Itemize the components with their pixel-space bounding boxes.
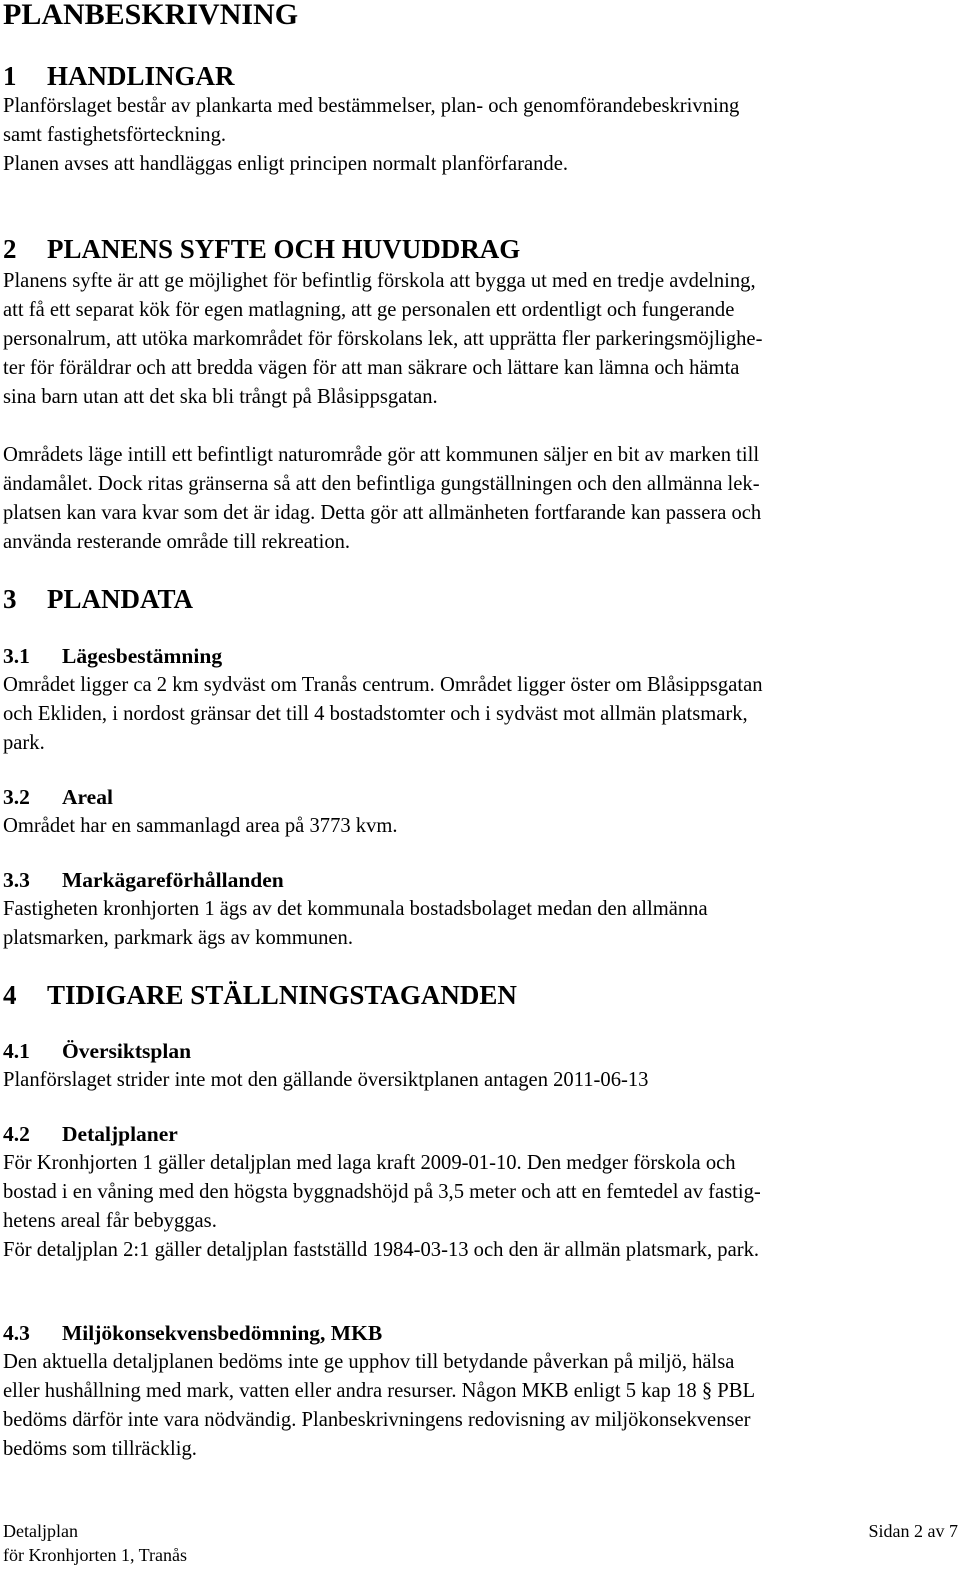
section-2-paragraph-2 [3,441,953,557]
subsection-title: Markägareförhållanden [62,868,284,892]
subsection-heading-lagesbestamning [3,643,222,669]
subsection-3-3-text [3,895,953,953]
text-line: ändamålet. Dock ritas gränserna så att den befintliga gungställningen och den allmänna lek- [3,473,760,495]
text-line: Området ligger ca 2 km sydväst om Tranås centrum. Området ligger öster om Blåsippsgatan [3,674,763,696]
text-line: Områdets läge intill ett befintligt naturområde gör att kommunen säljer en bit av marken till [3,444,760,466]
subsection-number: 3.2 [3,785,30,809]
text-line: Planens syfte är att ge möjlighet för befintlig förskola att bygga ut med en tredje avdelning, [3,270,756,292]
text-line: bostad i en våning med den högsta byggnadshöjd på 3,5 meter och att en femtedel av fastig- [3,1181,761,1203]
section-title: TIDIGARE STÄLLNINGSTAGANDEN [47,980,517,1010]
section-title: PLANENS SYFTE OCH HUVUDDRAG [47,234,521,264]
subsection-3-2-text [3,812,953,841]
section-number: 3 [3,584,17,614]
section-number: 4 [3,980,17,1010]
text-line: bedöms som tillräcklig. [3,1438,197,1460]
section-title: PLANDATA [47,584,193,614]
section-heading-handlingar [3,60,235,92]
text-line: eller hushållning med mark, vatten eller andra resurser. Någon MKB enligt 5 kap 18 § PBL [3,1380,756,1402]
subsection-number: 4.3 [3,1321,30,1345]
text-line: Planförslaget består av plankarta med bestämmelser, plan- och genomförandebeskrivning [3,95,740,117]
subsection-3-1-text [3,671,953,758]
text-line: Planförslaget strider inte mot den gällande översiktplanen antagen 2011-06-13 [3,1069,649,1091]
subsection-4-1-text [3,1066,953,1095]
subsection-title: Areal [62,785,113,809]
text-line: Fastigheten kronhjorten 1 ägs av det kommunala bostadsbolaget medan den allmänna [3,898,708,920]
section-title: HANDLINGAR [47,61,235,91]
text-line: bedöms därför inte vara nödvändig. Planbeskrivningens redovisning av miljökonsekvenser [3,1409,751,1431]
subsection-heading-detaljplaner [3,1121,178,1147]
subsection-title: Detaljplaner [62,1122,178,1146]
subsection-heading-mkb [3,1320,382,1346]
text-line: att få ett separat kök för egen matlagning, att ge personalen ett ordentligt och fungerande [3,299,735,321]
subsection-4-2-text [3,1149,953,1265]
text-line: park. [3,732,45,754]
subsection-heading-areal [3,784,113,810]
text-line: För detaljplan 2:1 gäller detaljplan fastställd 1984-03-13 och den är allmän platsmark, park. [3,1239,760,1261]
text-line: För Kronhjorten 1 gäller detaljplan med laga kraft 2009-01-10. Den medger förskola och [3,1152,736,1174]
subsection-title: Lägesbestämning [62,644,223,668]
section-heading-tidigare-stallningstaganden [3,979,517,1011]
section-heading-plandata [3,583,193,615]
text-line: platsmarken, parkmark ägs av kommunen. [3,927,353,949]
text-line: personalrum, att utöka markområdet för förskolans lek, att upprätta fler parkeringsmöjlighe- [3,328,763,350]
footer-doc-type: Detaljplan [3,1521,78,1541]
footer-document-info [3,1519,187,1567]
subsection-number: 3.3 [3,868,30,892]
text-line: och Ekliden, i nordost gränsar det till 4 bostadstomter och i sydväst mot allmän platsmark, [3,703,748,725]
footer-page-number: Sidan 2 av 7 [868,1521,958,1541]
section-number: 1 [3,61,17,91]
subsection-number: 4.2 [3,1122,30,1146]
subsection-title: Översiktsplan [62,1039,192,1063]
text-line: använda resterande område till rekreation. [3,531,351,553]
subsection-4-3-text [3,1348,953,1464]
text-line: ter för föräldrar och att bredda vägen för att man säkrare och lättare kan lämna och hämta [3,357,740,379]
text-line: samt fastighetsförteckning. [3,124,227,146]
text-line: Planen avses att handläggas enligt principen normalt planförfarande. [3,153,568,175]
text-line: platsen kan vara kvar som det är idag. Detta gör att allmänheten fortfarande kan passera och [3,502,762,524]
subsection-heading-markagareforhallanden [3,867,284,893]
section-heading-planens-syfte [3,233,520,265]
text-line: sina barn utan att det ska bli trångt på Blåsippsgatan. [3,386,438,408]
footer-doc-subject: för Kronhjorten 1, Tranås [3,1545,187,1565]
section-2-paragraph-1 [3,267,953,412]
subsection-number: 3.1 [3,644,30,668]
subsection-heading-oversiktsplan [3,1038,191,1064]
text-line: hetens areal får bebyggas. [3,1210,217,1232]
section-1-paragraph [3,92,953,179]
document-title: PLANBESKRIVNING [3,0,299,31]
text-line: Området har en sammanlagd area på 3773 kvm. [3,815,398,837]
text-line: Den aktuella detaljplanen bedöms inte ge upphov till betydande påverkan på miljö, hälsa [3,1351,735,1373]
section-number: 2 [3,234,17,264]
subsection-title: Miljökonsekvensbedömning, MKB [62,1321,383,1345]
subsection-number: 4.1 [3,1039,30,1063]
